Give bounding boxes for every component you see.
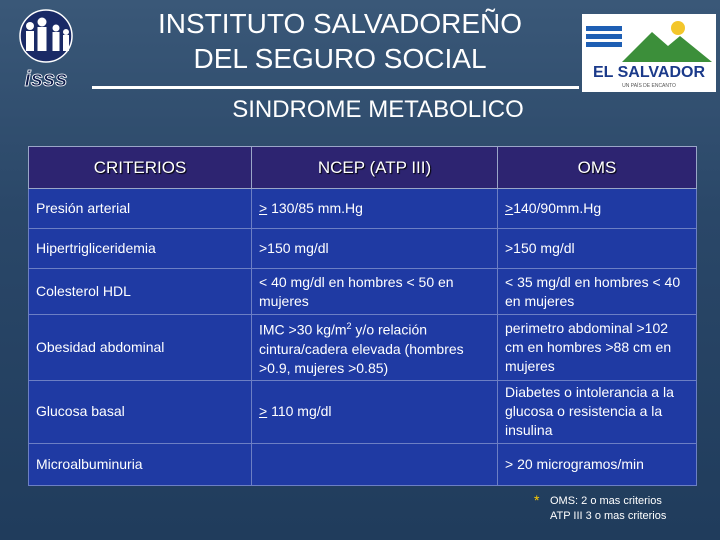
isss-logo-text: isss [24, 66, 68, 90]
table-row [29, 189, 697, 229]
cell-ncep-post: y/o relación cintura/cadera elevada (hombres >0.9, mujeres >0.85) [259, 321, 464, 376]
cell-criterio: Colesterol HDL [29, 269, 252, 315]
title-underline [92, 86, 579, 89]
criteria-table [28, 146, 697, 486]
cell-ncep-sup: 2 [346, 321, 352, 331]
page-title [100, 6, 580, 76]
title-line-2: DEL SEGURO SOCIAL [193, 43, 487, 74]
cell-ncep [252, 443, 498, 485]
header-oms: OMS [498, 147, 697, 189]
cell-oms: > 20 microgramos/min [498, 443, 697, 485]
footnote-line-1: OMS: 2 o mas criterios [550, 495, 662, 507]
subtitle: SINDROME METABOLICO [232, 96, 524, 123]
cell-oms: Diabetes o intolerancia a la glucosa o resistencia a la insulina [498, 380, 697, 443]
title-line-1: INSTITUTO SALVADOREÑO [157, 8, 523, 39]
table-row [29, 443, 697, 485]
cell-criterio: Presión arterial [29, 189, 252, 229]
cell-criterio: Glucosa basal [29, 380, 252, 443]
isss-logo [4, 6, 88, 90]
cell-ncep: >150 mg/dl [252, 229, 498, 269]
el-salvador-logo [582, 14, 716, 92]
table-row [29, 229, 697, 269]
el-salvador-logo-small: UN PAÍS DE ENCANTO [622, 83, 676, 89]
header-ncep: NCEP (ATP III) [252, 147, 498, 189]
footnote-star-icon: * [534, 492, 540, 508]
cell-oms-value: 140/90mm.Hg [513, 200, 602, 216]
cell-oms: perimetro abdominal >102 cm en hombres >88 cm en mujeres [498, 315, 697, 381]
header-criterios: CRITERIOS [29, 147, 252, 189]
cell-ncep-symbol: > [259, 403, 268, 420]
cell-ncep-value: 130/85 mm.Hg [267, 200, 363, 216]
table-row [29, 380, 697, 443]
el-salvador-logo-text: EL SALVADOR [592, 64, 706, 81]
cell-oms: < 35 mg/dl en hombres < 40 en mujeres [498, 269, 697, 315]
table-row [29, 269, 697, 315]
cell-ncep [252, 315, 498, 381]
footnote [534, 494, 666, 524]
cell-oms [498, 189, 697, 229]
cell-ncep [252, 189, 498, 229]
cell-ncep [252, 380, 498, 443]
footnote-line-2: ATP III 3 o mas criterios [550, 510, 667, 522]
cell-criterio: Hipertrigliceridemia [29, 229, 252, 269]
cell-ncep: < 40 mg/dl en hombres < 50 en mujeres [252, 269, 498, 315]
table-row [29, 315, 697, 381]
cell-ncep-symbol: > [259, 200, 268, 216]
table-header-row [29, 147, 697, 189]
cell-criterio: Microalbuminuria [29, 443, 252, 485]
cell-oms-symbol: > [505, 200, 514, 216]
cell-oms: >150 mg/dl [498, 229, 697, 269]
cell-ncep-pre: IMC >30 kg/m [259, 321, 347, 338]
cell-criterio: Obesidad abdominal [29, 315, 252, 381]
cell-ncep-value: 110 mg/dl [267, 403, 332, 420]
